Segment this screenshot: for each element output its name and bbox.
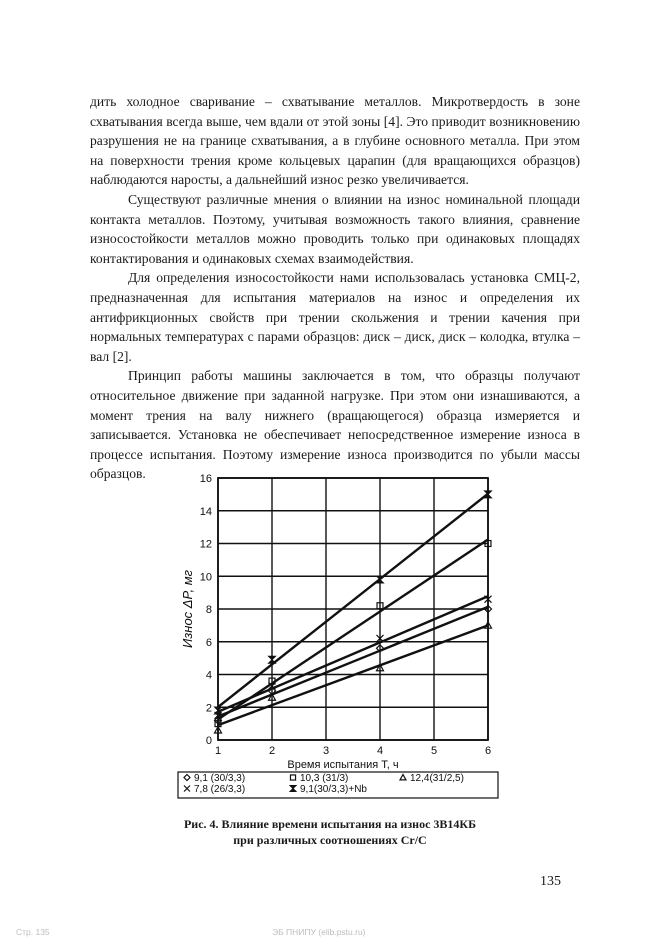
y-tick-label: 6 (205, 636, 212, 649)
y-tick-label: 10 (199, 571, 212, 584)
x-tick-label: 2 (268, 745, 276, 757)
caption-line-2: при различных соотношениях Cr/C (233, 833, 427, 847)
y-tick-label: 4 (205, 669, 212, 682)
legend-label: 10,3 (31/3) (300, 773, 349, 784)
body-text (90, 92, 580, 484)
y-tick-label: 0 (205, 735, 212, 747)
series-line (218, 607, 488, 717)
wear-chart (170, 468, 510, 803)
page-number: 135 (540, 874, 561, 889)
paragraph-3: Для определения износостойкости нами использовалась установка СМЦ-2, предназначенная для испытания материалов на износ и определения их антифрикционных свойств при трении скольжения и трении качения при нормальных температурах с парами образцов: диск – диск, диск – колодка, втулка – вал [2]. (90, 270, 580, 364)
x-tick-label: 3 (322, 745, 330, 757)
caption-line-1: Рис. 4. Влияние времени испытания на износ 3В14КБ (183, 817, 477, 831)
y-tick-label: 16 (199, 473, 212, 485)
y-tick-label: 2 (205, 702, 212, 715)
paragraph-2: Существуют различные мнения о влиянии на износ номинальной площади контакта металлов. Поэтому, учитывая возможность такого влияния, сравнение износостойкости металлов можно проводить только при одинаковых площадях контактирования и одинаковых схемах взаимодействия. (90, 191, 580, 266)
x-tick-label: 4 (376, 745, 384, 757)
footer-page-label: Стр. 135 (16, 927, 50, 937)
paragraph-4: Принцип работы машины заключается в том, что образцы получают относительное движение при заданной нагрузке. При этом они изнашиваются, а момент трения на валу нижнего (вращающегося) образца измеряется и записывается. Установка не обеспечивает непосредственное измерение износа в процессе испытания. Поэтому измерение износа производится по убыли массы образцов. (90, 368, 580, 482)
data-point (269, 656, 276, 663)
y-tick-label: 14 (199, 505, 212, 518)
paragraph-1: дить холодное сваривание – схватывание металлов. Микротвердость в зоне схватывания всегда выше, чем вдали от этой зоны [4]. Это приводит возникновению разрушения не на границе схватывания, а в глубине основного металла. При этом на поверхности трения кроме кольцевых царапин (для вращающихся образцов) наблюдаются наросты, а дальнейший износ резко увеличивается. (90, 94, 580, 188)
series-line (218, 540, 488, 720)
x-tick-label: 1 (214, 745, 222, 757)
legend-label: 9,1(30/3,3)+Nb (300, 784, 367, 795)
y-tick-label: 8 (205, 604, 212, 616)
x-tick-label: 5 (430, 745, 438, 757)
legend-label: 9,1 (30/3,3) (194, 773, 246, 784)
y-axis-label: Износ ΔP, мг (180, 569, 195, 649)
chart-svg (170, 468, 510, 803)
x-axis-label: Время испытания T, ч (287, 759, 399, 771)
figure-caption (150, 816, 510, 848)
series-line (218, 596, 488, 711)
y-tick-label: 12 (199, 538, 212, 551)
legend-label: 12,4(31/2,5) (410, 773, 464, 784)
legend-label: 7,8 (26/3,3) (194, 784, 246, 795)
x-tick-label: 6 (484, 745, 492, 757)
footer-library-label: ЭБ ПНИПУ (elib.pstu.ru) (272, 927, 366, 937)
